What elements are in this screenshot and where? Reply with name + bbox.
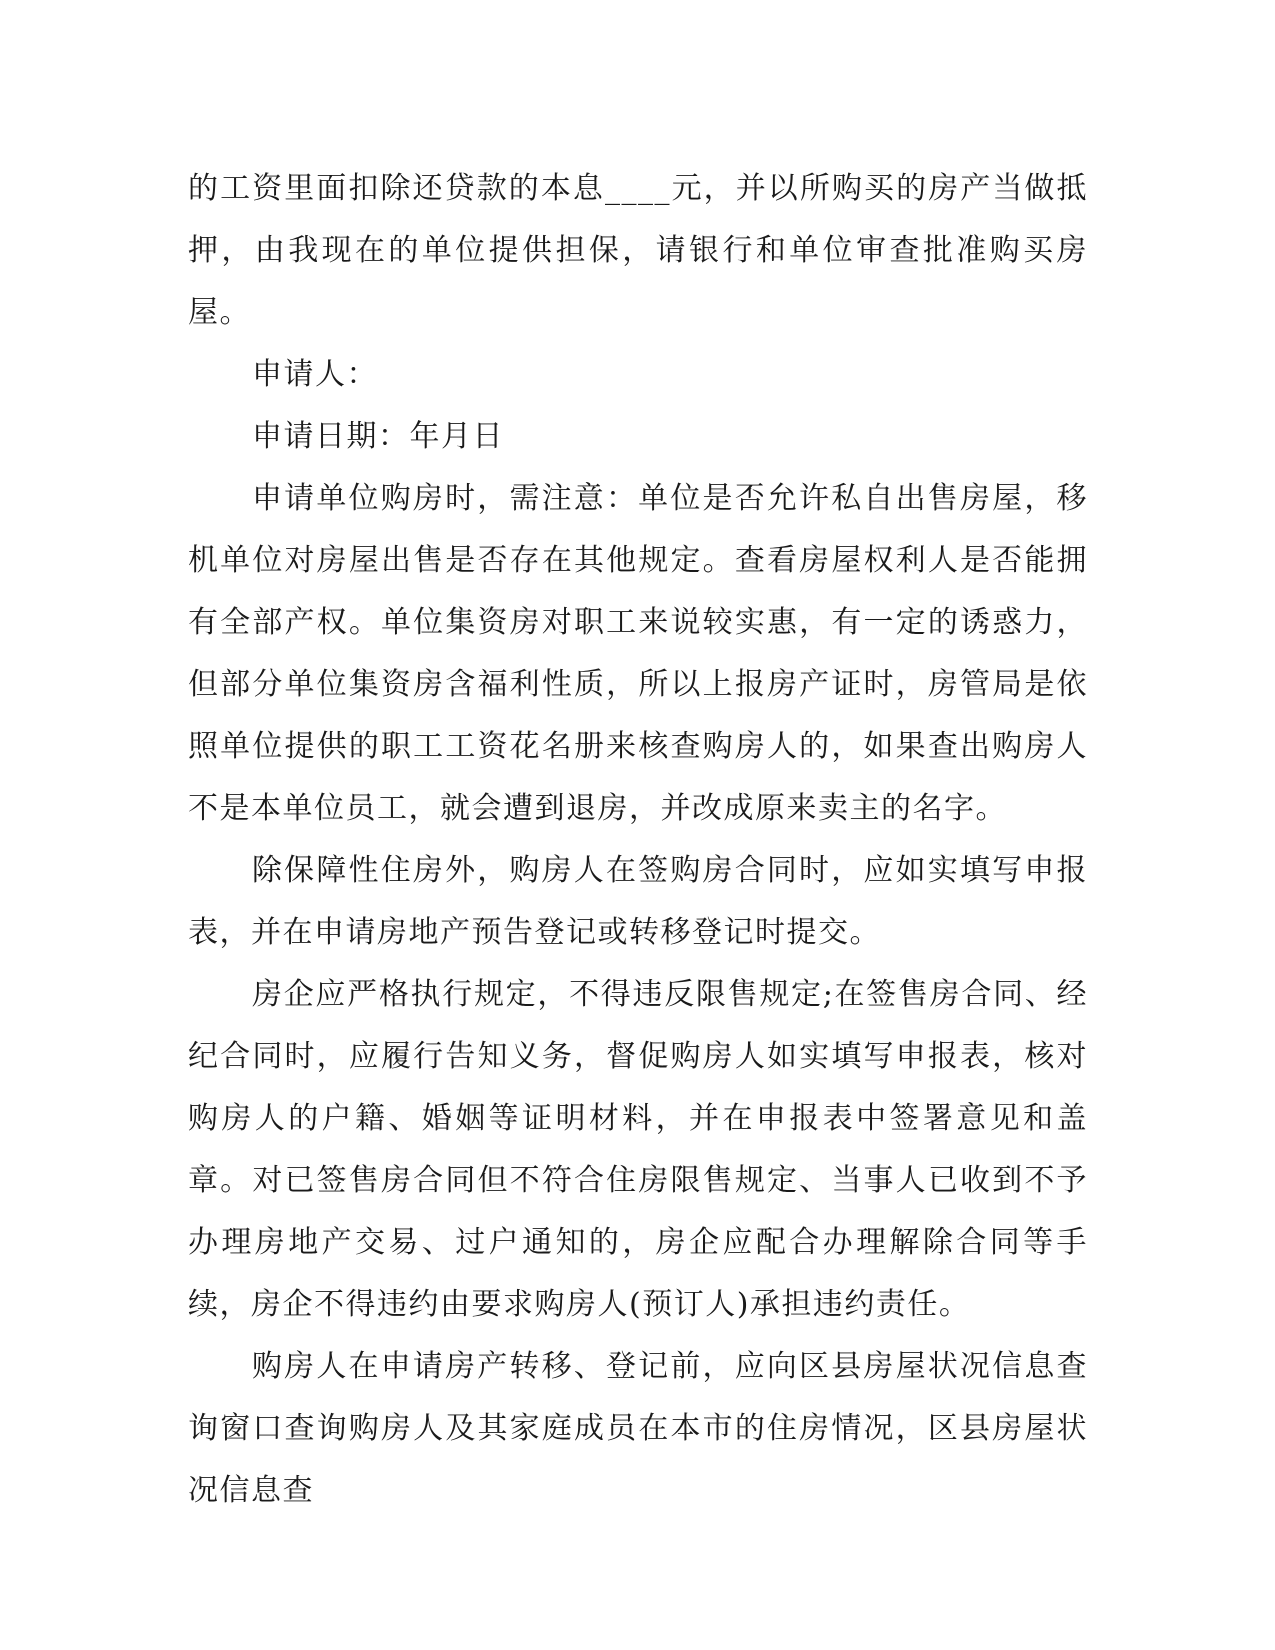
paragraph-housing-inquiry: 购房人在申请房产转移、登记前，应向区县房屋状况信息查询窗口查询购房人及其家庭成员在本市的住房情况，区县房屋状况信息查 (188, 1349, 1088, 1508)
document-body (188, 158, 1088, 1522)
application-date-line: 申请日期：年月日 (252, 419, 504, 454)
paragraph-loan-guarantee: 的工资里面扣除还贷款的本息____元，并以所购买的房产当做抵押，由我现在的单位提供担保，请银行和单位审查批准购买房屋。 (188, 171, 1088, 330)
paragraph-developer-obligations: 房企应严格执行规定，不得违反限售规定;在签售房合同、经纪合同时，应履行告知义务，督促购房人如实填写申报表，核对购房人的户籍、婚姻等证明材料，并在申报表中签署意见和盖章。对已签售房合同但不符合住房限售规定、当事人已收到不予办理房地产交易、过户通知的，房企应配合办理解除合同等手续，房企不得违约由要求购房人(预订人)承担违约责任。 (188, 977, 1088, 1322)
paragraph-unit-purchase-notes: 申请单位购房时，需注意：单位是否允许私自出售房屋，移机单位对房屋出售是否存在其他规定。查看房屋权利人是否能拥有全部产权。单位集资房对职工来说较实惠，有一定的诱惑力，但部分单位集资房含福利性质，所以上报房产证时，房管局是依照单位提供的职工工资花名册来核查购房人的，如果查出购房人不是本单位员工，就会遭到退房，并改成原来卖主的名字。 (188, 481, 1088, 826)
applicant-line: 申请人： (252, 357, 378, 392)
paragraph-declaration-form: 除保障性住房外，购房人在签购房合同时，应如实填写申报表，并在申请房地产预告登记或转移登记时提交。 (188, 853, 1088, 950)
